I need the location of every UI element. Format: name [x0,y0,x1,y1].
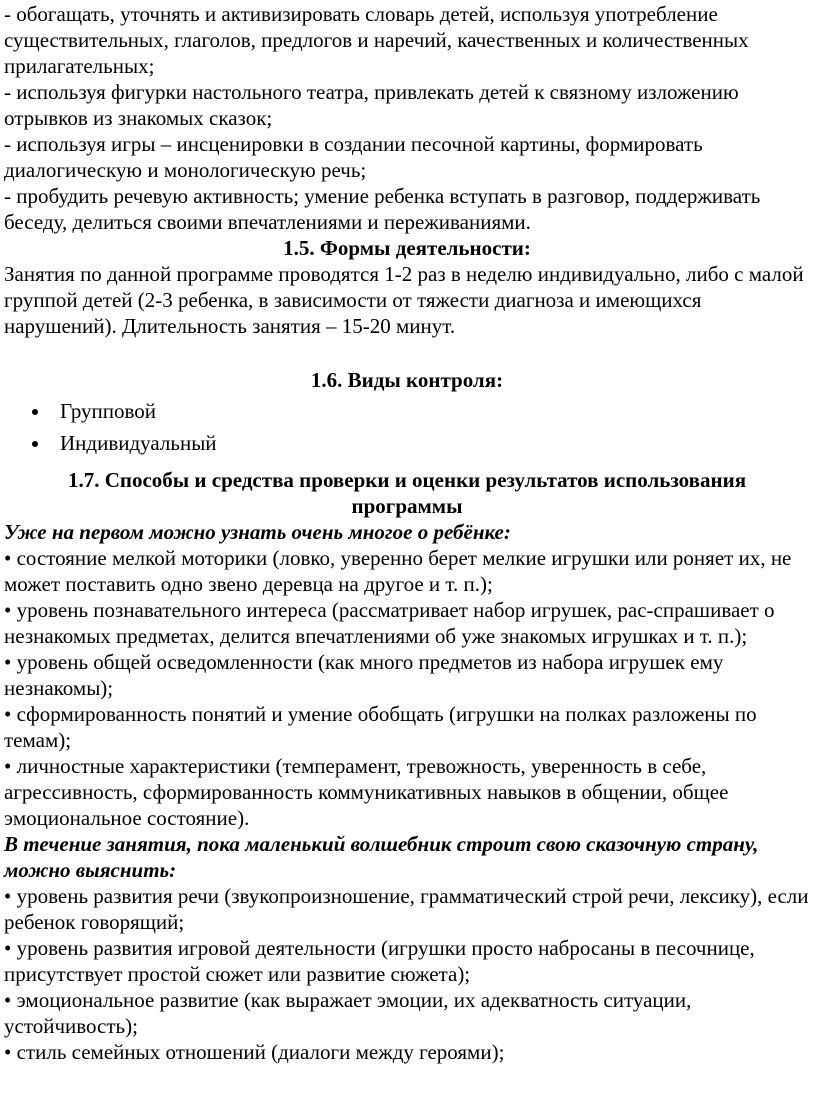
section-1-5-heading: 1.5. Формы деятельности: [283,236,531,260]
list-item [4,427,810,459]
assessment-item: • личностные характеристики (темперамент, тревожность, уверенность в себе, агрессивность, сформированность коммуникативных навыков в общении, общее эмоциональное состояние). [4,754,729,830]
assessment-item: • стиль семейных отношений (диалоги между героями); [4,1040,505,1064]
intro-item: - пробудить речевую активность; умение ребенка вступать в разговор, поддерживать беседу, делиться своими впечатлениями и переживаниями. [4,184,761,234]
list-item [4,395,810,427]
assessment-item: • уровень развития игровой деятельности (игрушки просто набросаны в песочнице, присутствует простой сюжет или развитие сюжета); [4,936,755,986]
list-item-label: Групповой [60,399,157,423]
control-types-list [4,395,810,459]
section-1-7-lead-2: В течение занятия, пока маленький волшебник строит свою сказочную страну, можно выяснить: [4,832,759,882]
section-1-7-heading: 1.7. Способы и средства проверки и оценки результатов использования программы [67,468,747,518]
bullet-icon [4,398,60,424]
intro-item: - обогащать, уточнять и активизировать словарь детей, используя употребление существительных, глаголов, предлогов и наречий, качественных и количественных прилагательных; [4,2,749,78]
section-1-5-text: Занятия по данной программе проводятся 1-2 раз в неделю индивидуально, либо с малой группой детей (2-3 ребенка, в зависимости от тяжести диагноза и имеющихся нарушений). Длительность занятия – 15-20 минут. [4,262,804,338]
list-item-label: Индивидуальный [60,431,217,455]
assessment-item: • уровень общей осведомленности (как много предметов из набора игрушек ему незнакомы); [4,650,724,700]
assessment-item: • состояние мелкой моторики (ловко, уверенно берет мелкие игрушки или роняет их, не может поставить одно звено деревца на другое и т. п.); [4,546,792,596]
assessment-item: • уровень познавательного интереса (рассматривает набор игрушек, рас-спрашивает о незнакомых предметах, делится впечатлениями об уже знакомых игрушках и т. п.); [4,598,775,648]
assessment-item: • сформированность понятий и умение обобщать (игрушки на полках разложены по темам); [4,702,757,752]
section-1-6-heading: 1.6. Виды контроля: [310,368,504,392]
assessment-item: • уровень развития речи (звукопроизношение, грамматический строй речи, лексику), если ребенок говорящий; [4,884,809,934]
intro-list [4,1,810,235]
intro-item: - используя игры – инсценировки в создании песочной картины, формировать диалогическую и монологическую речь; [4,132,703,182]
bullet-icon [4,430,60,456]
section-1-7-lead-1: Уже на первом можно узнать очень многое о ребёнке: [4,520,511,544]
assessment-item: • эмоциональное развитие (как выражает эмоции, их адекватность ситуации, устойчивость); [4,988,692,1038]
intro-item: - используя фигурки настольного театра, привлекать детей к связному изложению отрывков из знакомых сказок; [4,80,739,130]
